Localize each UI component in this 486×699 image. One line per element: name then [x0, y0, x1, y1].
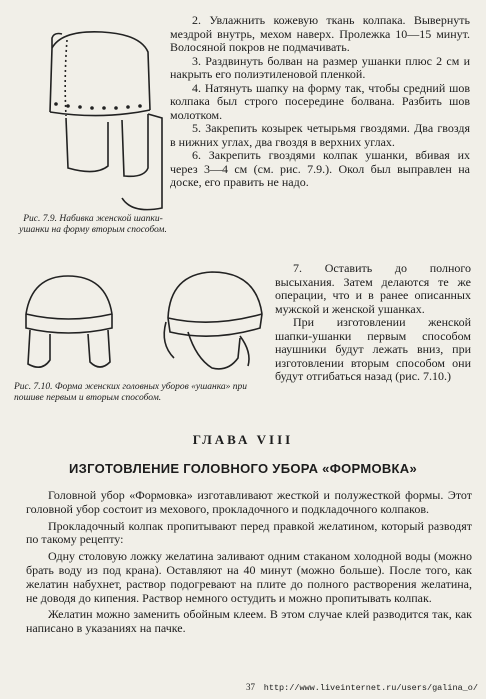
figure-7-9-illustration — [22, 18, 182, 223]
step-2: 2. Увлажнить кожевую ткань колпака. Вывернуть мездрой внутрь, мехом наверх. Пролежка 10—15 минут. Волосяной покров не подмачивать. — [170, 13, 470, 54]
section-title: ИЗГОТОВЛЕНИЕ ГОЛОВНОГО УБОРА «ФОРМОВКА» — [68, 461, 418, 476]
steps-list — [170, 14, 470, 190]
figure-7-10-caption: Рис. 7.10. Форма женских головных уборов «ушанка» при пошиве первым и вторым способом. — [14, 382, 248, 403]
figure-7-9-caption: Рис. 7.9. Набивка женской шапки-ушанки на форму вторым способом. — [19, 214, 167, 235]
figure-7-10-left-illustration — [12, 268, 124, 380]
step-7-block — [275, 262, 471, 384]
footer-url: http://www.liveinternet.ru/users/galina_o/ — [263, 683, 478, 693]
step-3: 3. Раздвинуть болван на размер ушанки плюс 2 см и накрыть его полиэтиленовой пленкой. — [170, 53, 470, 81]
page-number: 37 — [246, 682, 255, 692]
chapter-heading: ГЛАВА VIII — [192, 432, 294, 447]
body-paragraph: Прокладочный колпак пропитывают перед правкой желатином, который разводят по такому рецепту: — [26, 518, 472, 547]
body-text — [26, 489, 472, 639]
body-paragraph: Желатин можно заменить обойным клеем. В этом случае клей разводится так, как написано в указаниях на пачке. — [26, 607, 472, 636]
body-paragraph: Одну столовую ложку желатина заливают одним стаканом холодной воды (можно брать воду из под крана). Оставляют на 40 минут (можно больше). После того, как желатин набухнет, раствор подогревают на плите до полного растворения желатина, не доводя до кипения. Раствор немного остудить и можно пропитывать колпак. — [26, 549, 472, 605]
figure-7-10-right-illustration — [152, 262, 277, 382]
step-5: 5. Закрепить козырек четырьмя гвоздями. Два гвоздя в нижних углах, два гвоздя в верхних углах. — [170, 121, 470, 149]
body-paragraph: Головной убор «Формовка» изготавливают жесткой и полужесткой формы. Этот головной убор состоит из мехового, прокладочного и подкладочного колпаков. — [26, 488, 472, 516]
step-7-note: При изготовлении женской шапки-ушанки первым способом наушники будут лежать вниз, при изготовлении вторым способом они будут отгибаться назад (рис. 7.10.) — [275, 315, 471, 383]
step-6: 6. Закрепить гвоздями колпак ушанки, вбивая их через 3—4 см (см. рис. 7.9.). Окол был выправлен на доске, его править не надо. — [170, 148, 470, 189]
step-7: 7. Оставить до полного высыхания. Затем делаются те же операции, что и в ранее описанных мужской и женской ушанках. — [275, 261, 471, 316]
page-footer — [0, 682, 486, 696]
step-4: 4. Натянуть шапку на форму так, чтобы средний шов колпака был строго посередине болвана. Разбить шов молотком. — [170, 80, 470, 122]
